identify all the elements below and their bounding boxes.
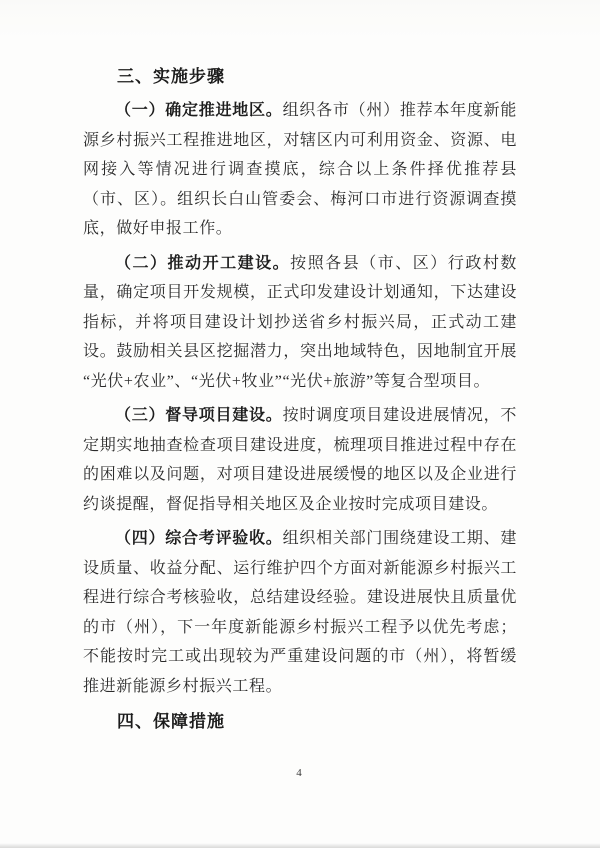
page-number: 4: [296, 767, 302, 779]
section-heading: 四、保障措施: [117, 712, 225, 731]
section-heading: 三、实施步骤: [117, 67, 225, 86]
paragraph-lead: （三）督导项目建设。: [115, 407, 283, 424]
document-body: [83, 62, 517, 737]
paragraph: [83, 524, 517, 701]
scan-artifact-bottom-edge: [0, 843, 600, 848]
paragraph-body: 按时调度项目建设进展情况，不定期实地抽查检查项目建设进度，梳理项目推进过程中存在的困难以及问题，对项目建设进展缓慢的地区以及企业进行约谈提醒，督促指导相关地区及企业按时完成项目建设。: [83, 407, 517, 513]
paragraph-lead: （二）推动开工建设。: [115, 254, 291, 272]
paragraph-lead: （一）确定推进地区。: [115, 102, 283, 119]
paragraph-body: 组织相关部门围绕建设工期、建设质量、收益分配、运行维护四个方面对新能源乡村振兴工程进行综合考核验收，总结建设经验。建设进展快且质量优的市（州），下一年度新能源乡村振兴工程予以优先考虑；不能按时完工或出现较为严重建设问题的市（州），将暂缓推进新能源乡村振兴工程。: [83, 530, 517, 695]
paragraph-body: 按照各县（市、区）行政村数量，确定项目开发规模，正式印发建设计划通知，下达建设指标，并将项目建设计划抄送省乡村振兴局，正式动工建设。鼓励相关县区挖掘潜力，突出地域特色，因地制宜开展“光伏+农业”、“光伏+牧业”“光伏+旅游”等复合型项目。: [83, 254, 517, 390]
scan-artifact-top: [0, 0, 600, 40]
paragraph-lead: （四）综合考评验收。: [115, 530, 283, 547]
paragraph: [83, 96, 517, 244]
paragraph: [83, 401, 517, 519]
paragraph-body: 组织各市（州）推荐本年度新能源乡村振兴工程推进地区，对辖区内可利用资金、资源、电网接入等情况进行调查摸底，综合以上条件择优推荐县（市、区）。组织长白山管委会、梅河口市进行资源调查摸底，做好申报工作。: [83, 102, 517, 237]
paragraph: [83, 249, 517, 397]
